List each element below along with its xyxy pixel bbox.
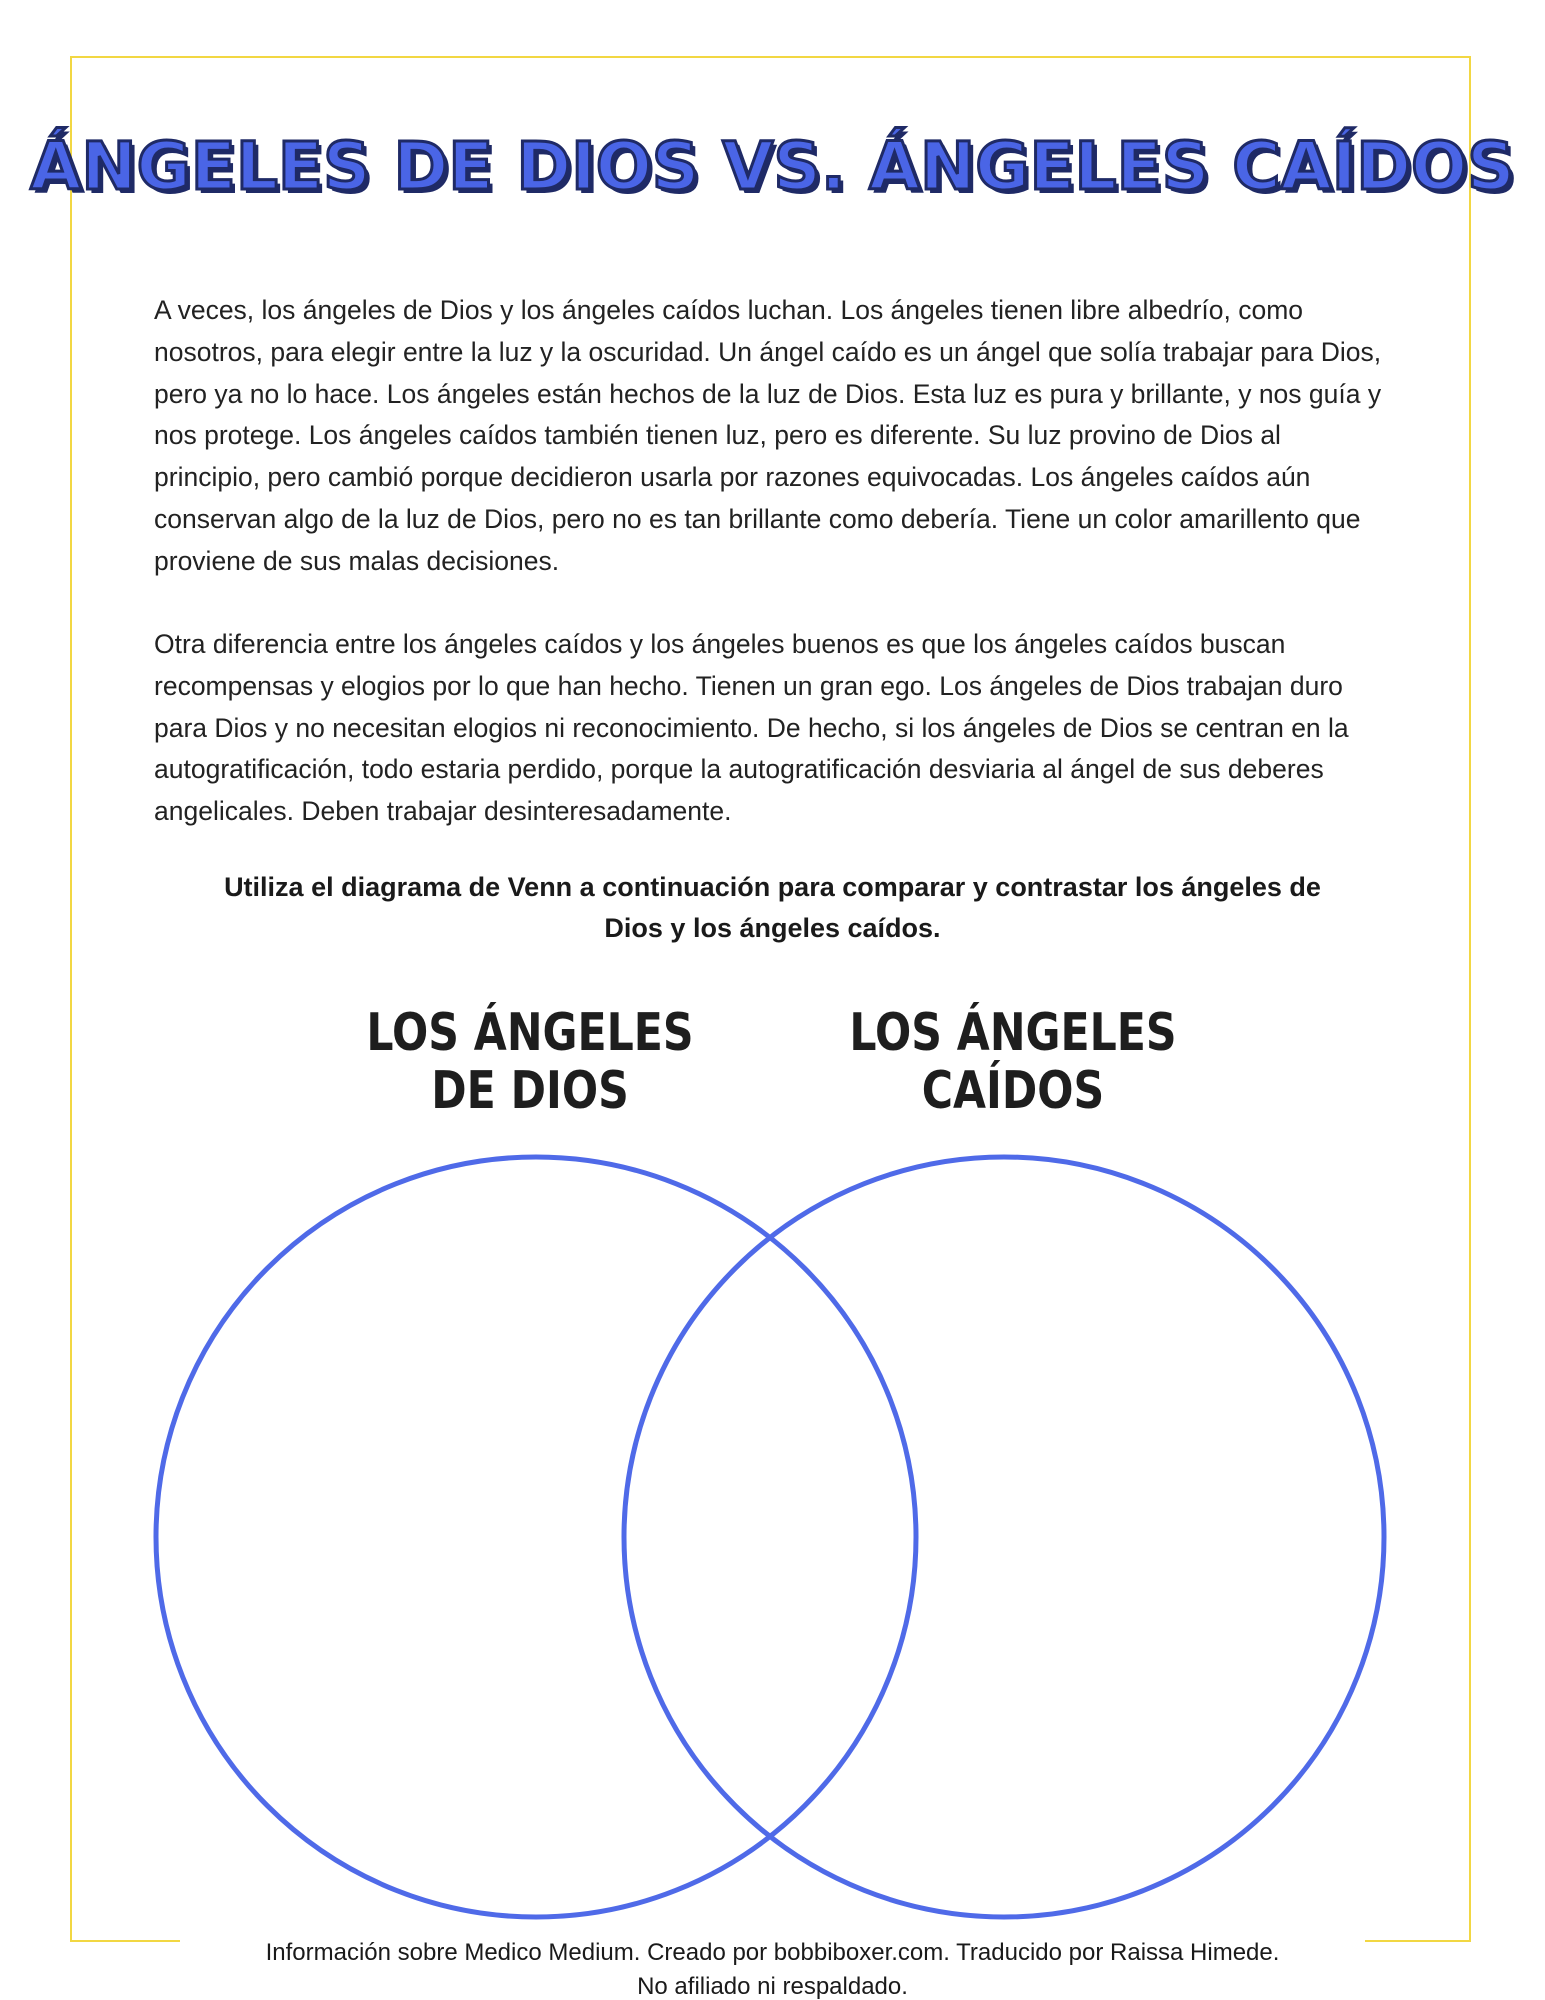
venn-label-left-line1: LOS ÁNGELES xyxy=(366,1003,694,1063)
venn-label-right-line1: LOS ÁNGELES xyxy=(849,1003,1177,1063)
venn-instruction: Utiliza el diagrama de Venn a continuación para comparar y contrastar los ángeles de Dios y los ángeles caídos. xyxy=(224,872,1321,943)
venn-circle-right[interactable] xyxy=(624,1157,1384,1917)
second-paragraph: Otra diferencia entre los ángeles caídos y los ángeles buenos es que los ángeles caídos buscan recompensas y elogios por lo que han hecho. Tienen un gran ego. Los ángeles de Dios trabajan duro para Dios y no necesitan elogios ni reconocimiento. De hecho, si los ángeles de Dios se centran en la autogratificación, todo estaria perdido, porque la autogratificación desviaria al ángel de sus deberes angelicales. Deben trabajar desinteresadamente. xyxy=(154,629,1349,827)
page-title: ÁNGELES DE DIOS VS. ÁNGELES CAÍDOS xyxy=(30,128,1515,205)
footer-credits xyxy=(180,1936,1365,2000)
intro-paragraph: A veces, los ángeles de Dios y los ángeles caídos luchan. Los ángeles tienen libre albedrío, como nosotros, para elegir entre la luz y la oscuridad. Un ángel caído es un ángel que solía trabajar para Dios, pero ya no lo hace. Los ángeles están hechos de la luz de Dios. Esta luz es pura y brillante, y nos guía y nos protege. Los ángeles caídos también tienen luz, pero es diferente. Su luz provino de Dios al principio, pero cambió porque decidieron usarla por razones equivocadas. Los ángeles caídos aún conservan algo de la luz de Dios, pero no es tan brillante como debería. Tiene un color amarillento que proviene de sus malas decisiones. xyxy=(154,295,1382,576)
venn-label-left-line2: DE DIOS xyxy=(431,1061,629,1121)
footer-line-2: No afiliado ni respaldado. xyxy=(637,1973,908,2000)
venn-label-right-line2: CAÍDOS xyxy=(921,1061,1105,1121)
footer-line-1: Información sobre Medico Medium. Creado por bobbiboxer.com. Traducido por Raissa Himede. xyxy=(265,1939,1280,1966)
venn-circle-left[interactable] xyxy=(156,1157,916,1917)
